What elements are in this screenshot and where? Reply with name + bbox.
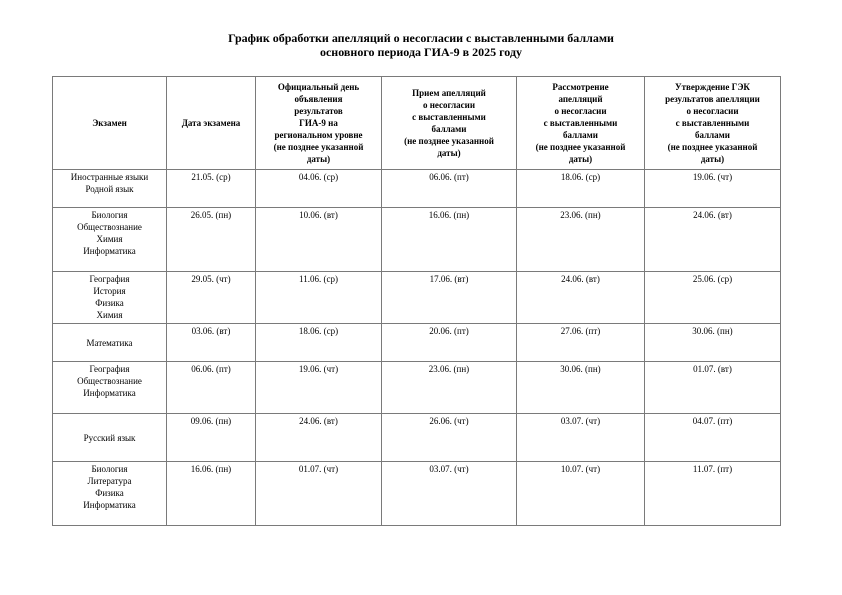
header-line: баллами <box>563 130 598 140</box>
table-row <box>53 414 781 462</box>
exam-name: Биология <box>91 210 128 220</box>
exam-name: Химия <box>96 310 123 320</box>
header-line: Официальный день <box>277 82 360 92</box>
header-line: Рассмотрение <box>552 82 609 92</box>
table-row <box>53 272 781 324</box>
header-appeal-date <box>382 77 517 170</box>
header-line: (не позднее указанной <box>535 142 626 152</box>
appeal-date-cell: 16.06. (пн) <box>382 208 517 272</box>
header-line: Прием апелляций <box>412 88 486 98</box>
header-line: результатов <box>294 106 343 116</box>
appeal-date-cell: 20.06. (пт) <box>382 324 517 362</box>
header-line: с выставленными <box>543 118 618 128</box>
review-date-cell: 23.06. (пн) <box>517 208 645 272</box>
header-line: о несогласии <box>686 106 739 116</box>
exam-cell <box>53 324 167 362</box>
results-date-cell: 19.06. (чт) <box>256 362 382 414</box>
review-date-cell: 24.06. (вт) <box>517 272 645 324</box>
exam-cell <box>53 362 167 414</box>
header-line: Дата экзамена <box>181 118 241 128</box>
header-line: с выставленными <box>412 112 486 122</box>
results-date-cell: 11.06. (ср) <box>256 272 382 324</box>
approval-date-cell: 25.06. (ср) <box>645 272 781 324</box>
exam-date-cell: 06.06. (пт) <box>167 362 256 414</box>
approval-date-cell: 01.07. (вт) <box>645 362 781 414</box>
results-date-cell: 10.06. (вт) <box>256 208 382 272</box>
header-line: даты) <box>568 154 593 164</box>
exam-date-cell: 09.06. (пн) <box>167 414 256 462</box>
header-line: даты) <box>437 148 461 158</box>
review-date-cell: 18.06. (ср) <box>517 170 645 208</box>
exam-cell <box>53 414 167 462</box>
header-line: результатов апелляции <box>665 94 760 104</box>
results-date-cell: 04.06. (ср) <box>256 170 382 208</box>
title-line-1: График обработки апелляций о несогласии с выставленными баллами <box>228 31 614 45</box>
appeal-date-cell: 06.06. (пт) <box>382 170 517 208</box>
header-line: ГИА-9 на <box>299 118 338 128</box>
approval-date-cell: 19.06. (чт) <box>645 170 781 208</box>
appeal-date-cell: 26.06. (чт) <box>382 414 517 462</box>
table-row <box>53 362 781 414</box>
document-title <box>0 31 842 59</box>
exam-date-cell: 16.06. (пн) <box>167 462 256 526</box>
exam-date-cell: 21.05. (ср) <box>167 170 256 208</box>
approval-date-cell: 30.06. (пн) <box>645 324 781 362</box>
exam-name: Информатика <box>83 388 136 398</box>
exam-name: Обществознание <box>77 376 142 386</box>
header-line: о несогласии <box>554 106 607 116</box>
exam-name: Математика <box>86 338 133 348</box>
exam-cell <box>53 208 167 272</box>
appeal-date-cell: 17.06. (вт) <box>382 272 517 324</box>
exam-name: История <box>93 286 126 296</box>
exam-name: Информатика <box>83 500 136 510</box>
exam-name: Физика <box>95 298 124 308</box>
table-row <box>53 462 781 526</box>
header-line: (не позднее указанной <box>404 136 494 146</box>
exam-name: Литература <box>87 476 132 486</box>
exam-name: Родной язык <box>85 184 134 194</box>
results-date-cell: 01.07. (чт) <box>256 462 382 526</box>
exam-name: Обществознание <box>77 222 142 232</box>
header-line: о несогласии <box>422 100 476 110</box>
table-row <box>53 170 781 208</box>
appeal-date-cell: 03.07. (чт) <box>382 462 517 526</box>
results-date-cell: 24.06. (вт) <box>256 414 382 462</box>
review-date-cell: 27.06. (пт) <box>517 324 645 362</box>
review-date-cell: 30.06. (пн) <box>517 362 645 414</box>
title-line-2: основного периода ГИА-9 в 2025 году <box>319 45 523 59</box>
header-line: даты) <box>306 154 331 164</box>
review-date-cell: 03.07. (чт) <box>517 414 645 462</box>
exam-cell <box>53 170 167 208</box>
header-line: даты) <box>700 154 725 164</box>
header-line: Экзамен <box>92 118 127 128</box>
header-line: баллами <box>431 124 467 134</box>
header-line: с выставленными <box>675 118 750 128</box>
appeals-schedule-table <box>52 76 781 526</box>
results-date-cell: 18.06. (ср) <box>256 324 382 362</box>
approval-date-cell: 11.07. (пт) <box>645 462 781 526</box>
exam-cell <box>53 272 167 324</box>
exam-name: Информатика <box>83 246 136 256</box>
table-header-row <box>53 77 781 170</box>
header-line: (не позднее указанной <box>273 142 364 152</box>
exam-name: Биология <box>91 464 128 474</box>
table-row <box>53 208 781 272</box>
header-line: объявления <box>294 94 343 104</box>
header-exam-date <box>167 77 256 170</box>
review-date-cell: 10.07. (чт) <box>517 462 645 526</box>
exam-name: Русский язык <box>83 433 136 443</box>
header-results-date <box>256 77 382 170</box>
header-review-date <box>517 77 645 170</box>
exam-name: Иностранные языки <box>70 172 149 182</box>
exam-name: Химия <box>96 234 123 244</box>
header-line: Утверждение ГЭК <box>675 82 750 92</box>
header-line: баллами <box>695 130 730 140</box>
appeal-date-cell: 23.06. (пн) <box>382 362 517 414</box>
header-approval-date <box>645 77 781 170</box>
header-line: апелляций <box>558 94 603 104</box>
approval-date-cell: 24.06. (вт) <box>645 208 781 272</box>
exam-date-cell: 03.06. (вт) <box>167 324 256 362</box>
table-row <box>53 324 781 362</box>
exam-cell <box>53 462 167 526</box>
exam-name: География <box>89 364 130 374</box>
exam-name: Физика <box>95 488 124 498</box>
header-line: региональном уровне <box>274 130 363 140</box>
exam-date-cell: 26.05. (пн) <box>167 208 256 272</box>
exam-name: География <box>89 274 130 284</box>
header-exam <box>53 77 167 170</box>
header-line: (не позднее указанной <box>667 142 758 152</box>
exam-date-cell: 29.05. (чт) <box>167 272 256 324</box>
approval-date-cell: 04.07. (пт) <box>645 414 781 462</box>
